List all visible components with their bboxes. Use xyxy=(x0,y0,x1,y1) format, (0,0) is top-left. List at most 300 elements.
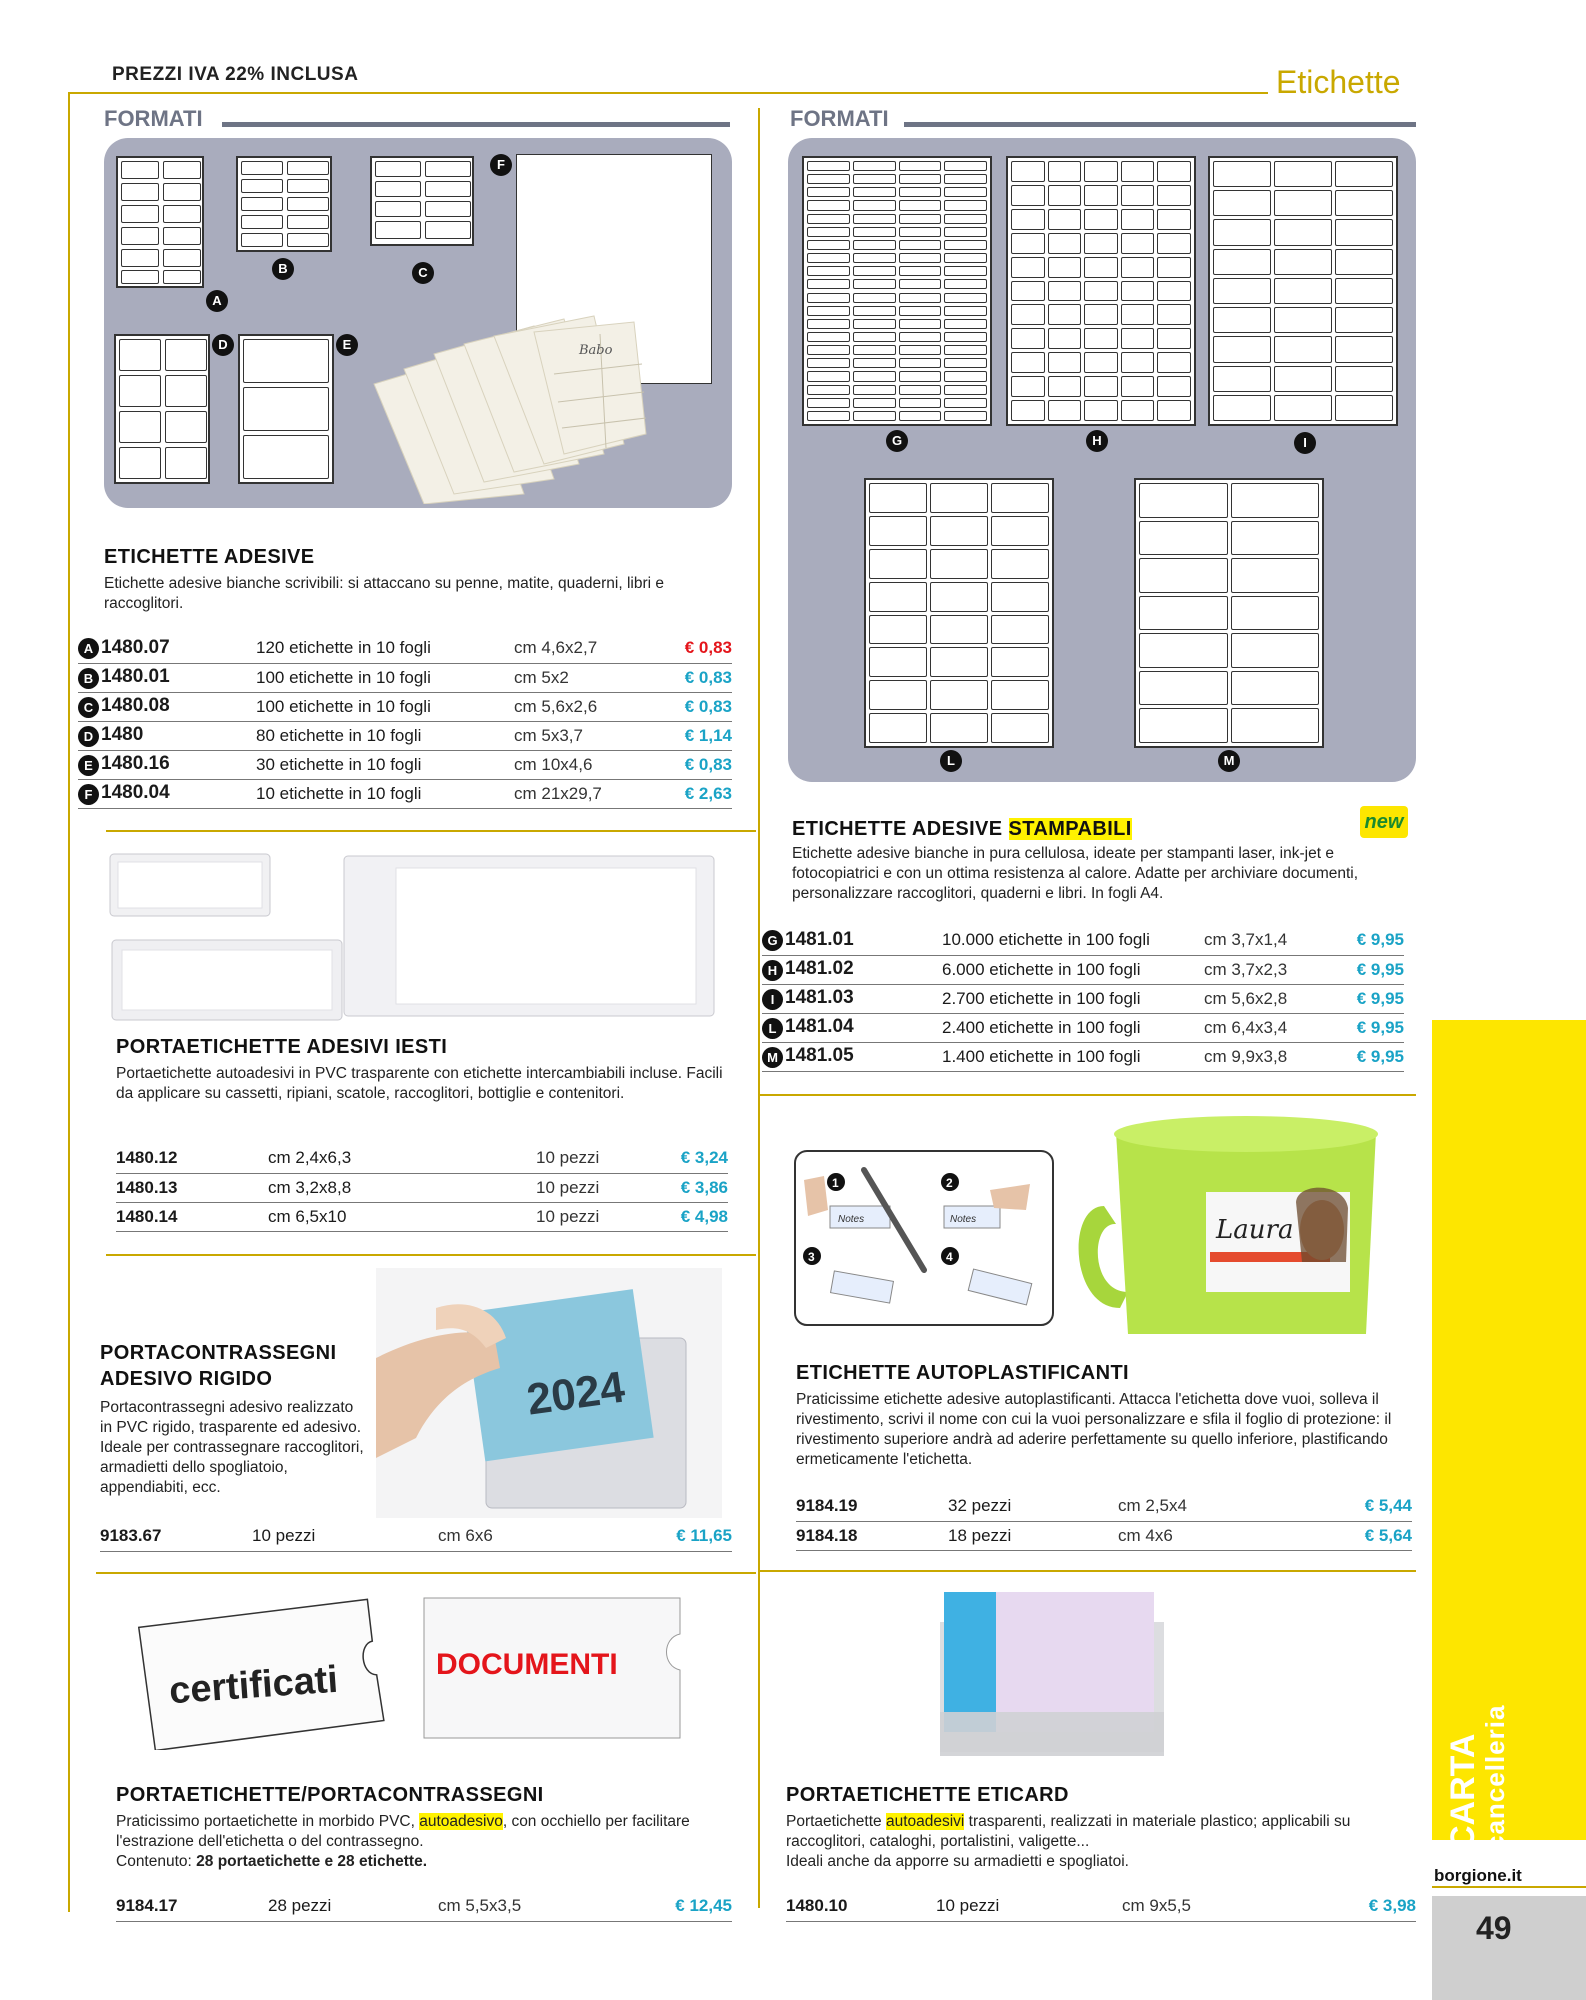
label-cell xyxy=(899,214,942,224)
label-cell xyxy=(1139,483,1228,518)
label-cell xyxy=(853,371,896,381)
badge-f: F xyxy=(490,154,512,176)
label-cell xyxy=(1157,257,1191,278)
label-cell xyxy=(1157,400,1191,421)
table-row: 1480.14 cm 6,5x10 10 pezzi € 4,98 xyxy=(116,1202,728,1231)
label-cell xyxy=(853,319,896,329)
badge-l: L xyxy=(940,750,962,772)
label-cell xyxy=(1011,233,1045,254)
label-cell xyxy=(1213,161,1271,187)
table-row: G 1481.01 10.000 etichette in 100 fogli cm 3,7x1,4 € 9,95 xyxy=(762,926,1404,955)
table-row: I 1481.03 2.700 etichette in 100 fogli cm 5,6x2,8 € 9,95 xyxy=(762,984,1404,1013)
table-row: 1480.12 cm 2,4x6,3 10 pezzi € 3,24 xyxy=(116,1144,728,1173)
label-cell xyxy=(1084,352,1118,373)
label-cell xyxy=(807,161,850,171)
format-b-sheet xyxy=(236,156,332,252)
svg-text:2: 2 xyxy=(946,1176,953,1190)
product-title-contrassegni-2: ADESIVO RIGIDO xyxy=(100,1368,273,1390)
label-cell xyxy=(1121,400,1155,421)
formati-panel-right xyxy=(788,138,1416,782)
category-tab-text xyxy=(1446,1705,1510,1850)
badge-a: A xyxy=(206,290,228,312)
label-cell xyxy=(930,647,988,677)
label-cell xyxy=(1157,376,1191,397)
label-cell xyxy=(930,516,988,546)
table-row: E 1480.16 30 etichette in 10 fogli cm 10x4,6 € 0,83 xyxy=(78,750,732,779)
formati-title-left: FORMATI xyxy=(104,106,203,131)
label-cell xyxy=(807,293,850,303)
svg-text:Notes: Notes xyxy=(838,1214,865,1225)
label-cell xyxy=(1084,233,1118,254)
photo-year: 2024 xyxy=(523,1362,628,1425)
label-cell xyxy=(944,398,987,408)
table-row: F 1480.04 10 etichette in 10 fogli cm 21x29,7 € 2,63 xyxy=(78,779,732,808)
label-cell xyxy=(899,187,942,197)
label-cell xyxy=(991,647,1049,677)
badge-c: C xyxy=(412,262,434,284)
mug-label-name: Laura xyxy=(1216,1215,1294,1245)
label-cell xyxy=(1011,257,1045,278)
label-cell xyxy=(1121,376,1155,397)
table-row: 9183.67 10 pezzi cm 6x6 € 11,65 xyxy=(100,1522,732,1551)
label-cell xyxy=(991,549,1049,579)
label-cell xyxy=(1139,521,1228,556)
contrassegni-photo xyxy=(376,1268,722,1518)
label-cell xyxy=(1084,376,1118,397)
label-cell xyxy=(899,371,942,381)
label-cell xyxy=(1048,185,1082,206)
label-cell xyxy=(853,306,896,316)
label-cell xyxy=(807,240,850,250)
label-cell xyxy=(807,358,850,368)
label-cell xyxy=(944,214,987,224)
label-cell xyxy=(1084,161,1118,182)
label-cell xyxy=(1274,395,1332,421)
label-cell xyxy=(1335,336,1393,362)
label-cell xyxy=(1011,304,1045,325)
column-divider xyxy=(758,108,760,1908)
price-table-iesti xyxy=(116,1144,728,1232)
format-e-sheet xyxy=(238,334,334,484)
new-badge: new xyxy=(1360,806,1408,838)
table-row: M 1481.05 1.400 etichette in 100 fogli cm 9,9x3,8 € 9,95 xyxy=(762,1042,1404,1071)
label-cell xyxy=(853,227,896,237)
table-row: 9184.18 18 pezzi cm 4x6 € 5,64 xyxy=(796,1521,1412,1550)
format-l-sheet xyxy=(864,478,1054,748)
label-cell xyxy=(899,319,942,329)
table-row: A 1480.07 120 etichette in 10 fogli cm 4,6x2,7 € 0,83 xyxy=(78,634,732,663)
label-cell xyxy=(1084,304,1118,325)
label-cell xyxy=(991,615,1049,645)
table-row: 1480.13 cm 3,2x8,8 10 pezzi € 3,86 xyxy=(116,1173,728,1202)
row-badge: C xyxy=(78,697,99,718)
vat-note: PREZZI IVA 22% INCLUSA xyxy=(112,64,359,85)
label-cell xyxy=(807,319,850,329)
format-g-sheet xyxy=(802,156,992,426)
label-cell xyxy=(1048,209,1082,230)
price-table-stampabili xyxy=(762,926,1404,1072)
label-cell xyxy=(930,582,988,612)
header-rule xyxy=(68,92,1268,94)
formati-title-right: FORMATI xyxy=(790,106,889,131)
page-number: 49 xyxy=(1476,1910,1512,1946)
label-cell xyxy=(1121,209,1155,230)
label-cell xyxy=(1213,336,1271,362)
product-title-etichette-adesive: ETICHETTE ADESIVE xyxy=(104,546,315,568)
label-cell xyxy=(944,306,987,316)
label-cell xyxy=(899,293,942,303)
instruction-steps-photo xyxy=(794,1150,1054,1326)
row-badge: H xyxy=(762,960,783,981)
label-cell xyxy=(853,358,896,368)
label-cell xyxy=(944,319,987,329)
label-cell xyxy=(1157,161,1191,182)
svg-text:1: 1 xyxy=(832,1176,839,1190)
label-cell xyxy=(899,240,942,250)
section-separator xyxy=(106,830,756,832)
label-cell xyxy=(807,332,850,342)
format-d-sheet xyxy=(114,334,210,484)
product-desc-etichette-adesive: Etichette adesive bianche scrivibili: si attaccano su penne, matite, quaderni, libri e raccoglitori. xyxy=(104,575,665,612)
label-cell xyxy=(1139,708,1228,743)
label-cell xyxy=(1048,328,1082,349)
label-cell xyxy=(853,187,896,197)
label-cell xyxy=(1121,257,1155,278)
label-cell xyxy=(944,279,987,289)
label-cell xyxy=(807,279,850,289)
label-cell xyxy=(1121,352,1155,373)
label-cell xyxy=(944,358,987,368)
label-cell xyxy=(1139,596,1228,631)
label-cell xyxy=(853,293,896,303)
label-cell xyxy=(807,214,850,224)
label-cell xyxy=(1274,366,1332,392)
label-cell xyxy=(991,516,1049,546)
label-sheets-photo xyxy=(364,314,684,504)
row-badge: I xyxy=(762,989,783,1010)
format-c-sheet xyxy=(370,156,474,246)
label-cell xyxy=(853,385,896,395)
product-title-porta-contrassegni: PORTAETICHETTE/PORTACONTRASSEGNI xyxy=(116,1784,544,1806)
label-cell xyxy=(853,253,896,263)
row-badge: D xyxy=(78,726,99,747)
table-row: L 1481.04 2.400 etichette in 100 fogli cm 6,4x3,4 € 9,95 xyxy=(762,1013,1404,1042)
product-title-contrassegni-1: PORTACONTRASSEGNI xyxy=(100,1342,337,1364)
label-cell xyxy=(1335,395,1393,421)
label-cell xyxy=(807,187,850,197)
product-desc-iesti: Portaetichette autoadesivi in PVC trasparente con etichette intercambiabili incluse. Facili da applicare su cassetti, ripiani, scatole, raccoglitori, bottiglie e contenitori. xyxy=(116,1065,723,1102)
photo-documenti: DOCUMENTI xyxy=(436,1648,618,1681)
label-cell xyxy=(991,582,1049,612)
label-cell xyxy=(1011,209,1045,230)
label-cell xyxy=(807,345,850,355)
row-badge: E xyxy=(78,755,99,776)
label-cell xyxy=(1274,278,1332,304)
product-desc-contrassegni: Portacontrassegni adesivo realizzato in PVC rigido, trasparente ed adesivo. Ideale per contrassegnare raccoglitori, armadietti dello spogliatoio, appendiabiti, ecc. xyxy=(100,1399,364,1496)
product-desc-porta-contrassegni: Praticissimo portaetichette in morbido PVC, autoadesivo, con occhiello per facilitare l'estrazione dell'etichetta o del contrassegno. Contenuto: 28 portaetichette e 28 etichette. xyxy=(116,1813,690,1870)
table-row: B 1480.01 100 etichette in 10 fogli cm 5x2 € 0,83 xyxy=(78,663,732,692)
label-cell xyxy=(930,615,988,645)
row-badge: A xyxy=(78,638,99,659)
label-cell xyxy=(1157,209,1191,230)
label-cell xyxy=(944,240,987,250)
row-badge: G xyxy=(762,930,783,951)
site-url: borgione.it xyxy=(1434,1866,1522,1885)
label-cell xyxy=(899,358,942,368)
price-table-contrassegni xyxy=(100,1522,732,1552)
label-cell xyxy=(1157,352,1191,373)
svg-text:4: 4 xyxy=(946,1250,953,1264)
section-separator xyxy=(106,1254,756,1256)
label-cell xyxy=(899,174,942,184)
label-cell xyxy=(1084,400,1118,421)
label-cell xyxy=(1121,328,1155,349)
label-cell xyxy=(944,293,987,303)
label-cell xyxy=(807,227,850,237)
label-cell xyxy=(869,516,927,546)
table-row: 1480.10 10 pezzi cm 9x5,5 € 3,98 xyxy=(786,1892,1416,1921)
badge-h: H xyxy=(1086,430,1108,452)
row-badge: L xyxy=(762,1018,783,1039)
photo-certificati: certificati xyxy=(167,1658,340,1713)
label-cell xyxy=(899,306,942,316)
label-cell xyxy=(807,174,850,184)
row-badge: F xyxy=(78,784,99,805)
table-row: C 1480.08 100 etichette in 10 fogli cm 5,6x2,6 € 0,83 xyxy=(78,692,732,721)
format-a-sheet xyxy=(116,156,204,288)
badge-g: G xyxy=(886,430,908,452)
label-cell xyxy=(853,279,896,289)
label-cell xyxy=(1231,596,1320,631)
table-row: 9184.17 28 pezzi cm 5,5x3,5 € 12,45 xyxy=(116,1892,732,1921)
svg-text:3: 3 xyxy=(808,1250,815,1264)
label-cell xyxy=(944,161,987,171)
label-cell xyxy=(853,200,896,210)
price-table-etichette-adesive xyxy=(78,634,732,809)
label-cell xyxy=(1011,185,1045,206)
label-cell xyxy=(944,187,987,197)
badge-d: D xyxy=(212,334,234,356)
label-cell xyxy=(1231,633,1320,668)
porta-contrassegni-photo xyxy=(136,1590,696,1750)
product-desc-stampabili: Etichette adesive bianche in pura cellulosa, ideate per stampanti laser, ink-jet e fotocopiatrici e con un ottima resistenza al calore. Adatte per archiviare documenti, personalizzare raccoglitori, quaderni e libri. In fogli A4. xyxy=(792,845,1359,902)
label-cell xyxy=(869,713,927,743)
formati-panel-left xyxy=(104,138,732,508)
label-cell xyxy=(944,227,987,237)
label-cell xyxy=(1139,633,1228,668)
badge-b: B xyxy=(272,258,294,280)
label-cell xyxy=(1011,281,1045,302)
label-cell xyxy=(1231,558,1320,593)
price-table-porta-contrassegni xyxy=(116,1892,732,1922)
label-cell xyxy=(1274,336,1332,362)
label-cell xyxy=(899,279,942,289)
label-cell xyxy=(899,411,942,421)
footer-rule xyxy=(1432,1886,1586,1888)
label-cell xyxy=(899,266,942,276)
label-cell xyxy=(944,332,987,342)
label-cell xyxy=(869,582,927,612)
label-cell xyxy=(853,398,896,408)
mug-photo xyxy=(1076,1112,1408,1344)
label-cell xyxy=(1121,233,1155,254)
label-cell xyxy=(807,371,850,381)
badge-e: E xyxy=(336,334,358,356)
format-m-sheet xyxy=(1134,478,1324,748)
table-row: 9184.19 32 pezzi cm 2,5x4 € 5,44 xyxy=(796,1492,1412,1521)
label-cell xyxy=(944,371,987,381)
label-cell xyxy=(944,266,987,276)
label-cell xyxy=(853,345,896,355)
label-cell xyxy=(869,615,927,645)
label-cell xyxy=(991,680,1049,710)
table-row: D 1480 80 etichette in 10 fogli cm 5x3,7 € 1,14 xyxy=(78,721,732,750)
label-cell xyxy=(899,345,942,355)
section-heading: Etichette xyxy=(1276,64,1401,100)
product-desc-eticard: Portaetichette autoadesivi trasparenti, realizzati in materiale plastico; applicabili su raccoglitori, cataloghi, portalistini, valigette... Ideali anche da apporre su armadietti e spogliatoi. xyxy=(786,1813,1351,1870)
row-badge: B xyxy=(78,668,99,689)
product-desc-autoplast: Praticissime etichette adesive autoplastificanti. Attacca l'etichetta dove vuoi, solleva il rivestimento, scrivi il nome con cui la vuoi personalizzare e sfila il foglio di protezione: il rivestimento superiore andrà ad aderire perfettamente su quello inferiore, plastificando ermeticamente l'etichetta. xyxy=(796,1391,1392,1468)
label-cell xyxy=(1335,249,1393,275)
label-cell xyxy=(930,680,988,710)
label-cell xyxy=(1157,281,1191,302)
label-cell xyxy=(944,385,987,395)
table-row: H 1481.02 6.000 etichette in 100 fogli cm 3,7x2,3 € 9,95 xyxy=(762,955,1404,984)
label-cell xyxy=(807,306,850,316)
label-cell xyxy=(807,266,850,276)
label-cell xyxy=(1048,281,1082,302)
label-cell xyxy=(991,713,1049,743)
label-cell xyxy=(869,483,927,513)
label-cell xyxy=(1274,219,1332,245)
label-cell xyxy=(1048,233,1082,254)
label-cell xyxy=(1084,185,1118,206)
label-cell xyxy=(853,240,896,250)
label-cell xyxy=(1213,307,1271,333)
label-cell xyxy=(853,174,896,184)
label-cell xyxy=(1121,185,1155,206)
formati-rule-right xyxy=(904,122,1416,127)
label-cell xyxy=(1011,161,1045,182)
label-cell xyxy=(869,549,927,579)
label-cell xyxy=(899,200,942,210)
price-table-eticard xyxy=(786,1892,1416,1922)
formati-rule-left xyxy=(222,122,730,127)
label-cell xyxy=(807,253,850,263)
label-cell xyxy=(1011,376,1045,397)
label-cell xyxy=(1048,161,1082,182)
label-cell xyxy=(899,385,942,395)
label-cell xyxy=(807,385,850,395)
label-cell xyxy=(869,647,927,677)
label-cell xyxy=(1048,400,1082,421)
label-cell xyxy=(1011,352,1045,373)
label-cell xyxy=(1048,376,1082,397)
label-cell xyxy=(899,253,942,263)
badge-i: I xyxy=(1294,432,1316,454)
label-cell xyxy=(1139,558,1228,593)
label-cell xyxy=(1213,366,1271,392)
label-cell xyxy=(899,227,942,237)
left-margin-rule xyxy=(68,92,70,1912)
product-title-stampabili: ETICHETTE ADESIVE STAMPABILI xyxy=(792,818,1132,840)
label-cell xyxy=(1011,400,1045,421)
label-cell xyxy=(899,398,942,408)
label-cell xyxy=(930,549,988,579)
label-cell xyxy=(1084,281,1118,302)
label-cell xyxy=(930,713,988,743)
label-cell xyxy=(1139,671,1228,706)
label-cell xyxy=(1274,307,1332,333)
label-cell xyxy=(853,411,896,421)
row-badge: M xyxy=(762,1047,783,1068)
label-cell xyxy=(1335,190,1393,216)
product-title-eticard: PORTAETICHETTE ETICARD xyxy=(786,1784,1069,1806)
label-cell xyxy=(899,332,942,342)
label-cell xyxy=(1335,307,1393,333)
label-cell xyxy=(807,200,850,210)
section-separator xyxy=(96,1572,756,1574)
label-cell xyxy=(1157,233,1191,254)
label-cell xyxy=(944,345,987,355)
label-cell xyxy=(853,161,896,171)
label-cell xyxy=(1274,161,1332,187)
label-cell xyxy=(1157,304,1191,325)
label-cell xyxy=(944,253,987,263)
label-cell xyxy=(807,411,850,421)
label-cell xyxy=(1335,366,1393,392)
label-cell xyxy=(1048,257,1082,278)
label-cell xyxy=(1274,249,1332,275)
label-cell xyxy=(1084,209,1118,230)
label-cell xyxy=(1231,671,1320,706)
label-cell xyxy=(869,680,927,710)
svg-text:Notes: Notes xyxy=(950,1214,977,1225)
iesti-photo xyxy=(104,848,744,1028)
label-cell xyxy=(1213,190,1271,216)
svg-text:Babo: Babo xyxy=(579,343,613,358)
label-cell xyxy=(807,398,850,408)
label-cell xyxy=(1011,328,1045,349)
subcategory-name: cancelleria xyxy=(1480,1704,1510,1850)
label-cell xyxy=(1213,278,1271,304)
label-cell xyxy=(944,411,987,421)
category-name: CARTA xyxy=(1444,1733,1482,1850)
format-h-sheet xyxy=(1006,156,1196,426)
label-cell xyxy=(1335,278,1393,304)
label-cell xyxy=(1084,257,1118,278)
label-cell xyxy=(1231,708,1320,743)
price-table-autoplast xyxy=(796,1492,1412,1551)
label-cell xyxy=(1157,185,1191,206)
label-cell xyxy=(1121,281,1155,302)
label-cell xyxy=(930,483,988,513)
label-cell xyxy=(1213,395,1271,421)
label-cell xyxy=(1213,249,1271,275)
label-cell xyxy=(1121,161,1155,182)
label-cell xyxy=(1121,304,1155,325)
label-cell xyxy=(853,214,896,224)
label-cell xyxy=(1231,483,1320,518)
label-cell xyxy=(1335,161,1393,187)
format-i-sheet xyxy=(1208,156,1398,426)
product-title-autoplast: ETICHETTE AUTOPLASTIFICANTI xyxy=(796,1362,1130,1384)
label-cell xyxy=(853,332,896,342)
label-cell xyxy=(1048,352,1082,373)
label-cell xyxy=(1335,219,1393,245)
label-cell xyxy=(1274,190,1332,216)
section-separator xyxy=(760,1570,1416,1572)
